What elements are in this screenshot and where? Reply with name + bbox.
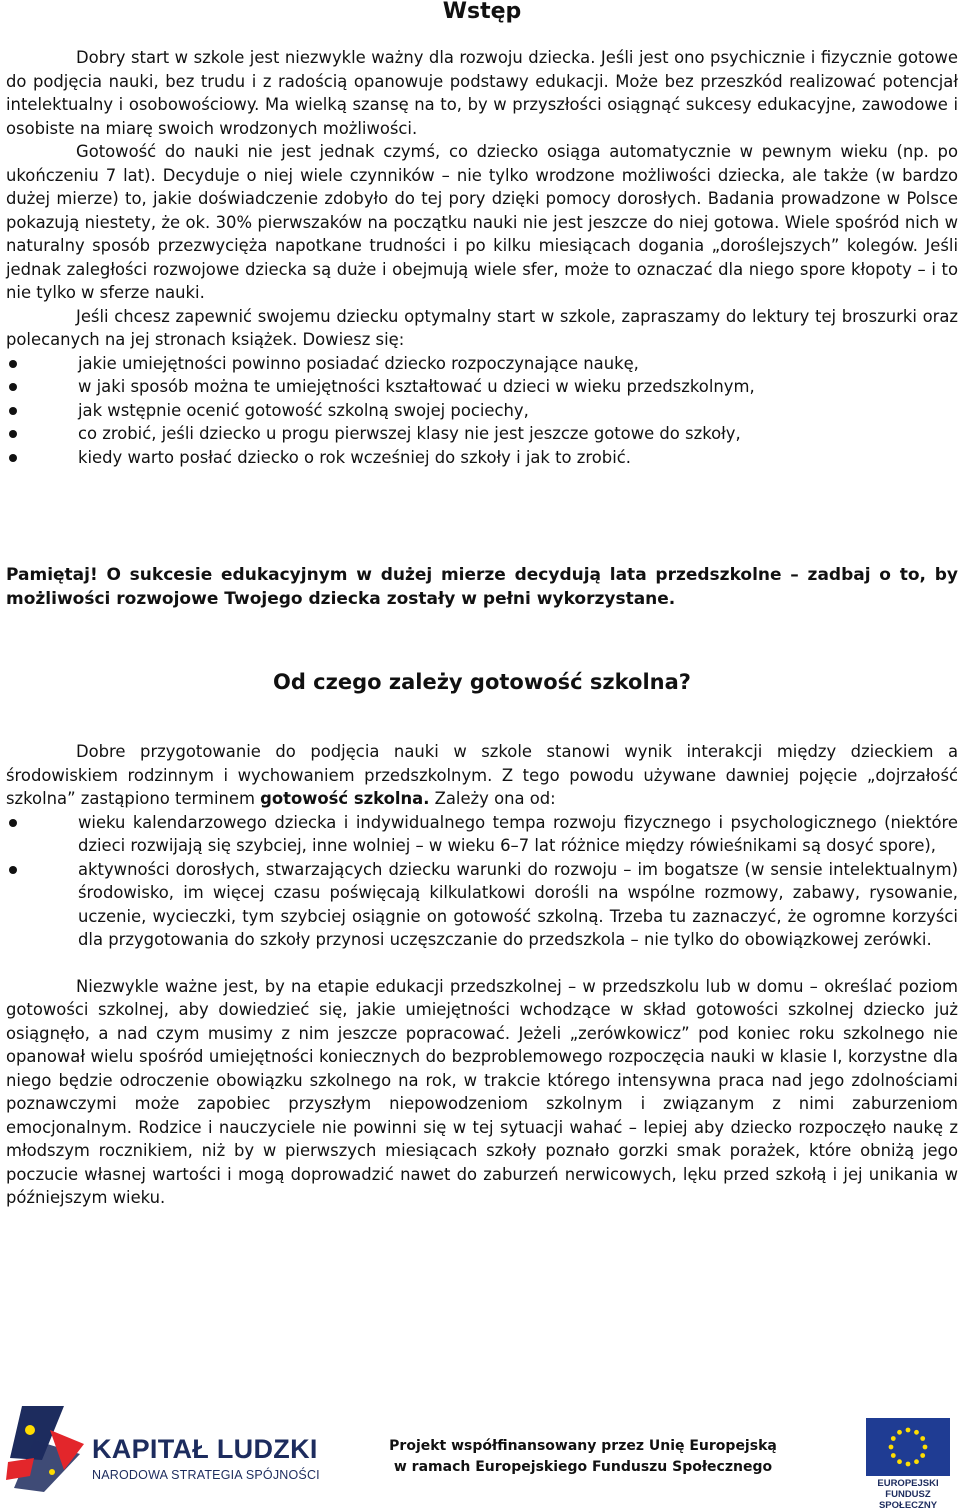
intro-paragraph-1: Dobry start w szkole jest niezwykle ważny dla rozwoju dziecka. Jeśli jest ono psychicznie i fizycznie gotowe do podjęcia nauki, bez trudu i z radością opanowuje podstawy edukacji. Może bez przeszkód realizować potencjał intelektualny i osobowościowy. Ma wielką szansę na to, by w przyszłości osiągnąć sukcesy edukacyjne, zawodowe i osobiste na miarę swoich wrodzonych możliwości.	[6, 48, 958, 138]
kapital-ludzki-logo-icon	[4, 1400, 88, 1496]
list-item: wieku kalendarzowego dziecka i indywidualnego tempa rozwoju fizycznego i psychologicznego (niektóre dzieci rozwijają się szybciej, inne wolniej – w wieku 6–7 lat różnice między rówieśnikami są dosyć spore),	[6, 811, 958, 858]
readiness-bullet-list	[6, 811, 958, 952]
intro-paragraph-2: Gotowość do nauki nie jest jednak czymś, co dziecko osiąga automatycznie w pewnym wieku (np. po ukończeniu 7 lat). Decyduje o niej wiele czynników – nie tylko wrodzone możliwości dziecka, ale także (w bardzo dużej mierze) to, jakie doświadczenie zdobyło do tej pory dzięki pomocy dorosłych. Badania prowadzone w Polsce pokazują niestety, że ok. 30% pierwszaków na początku nauki nie jest jeszcze do niej gotowa. Wiele spośród nich w naturalny sposób przezwycięża napotkane trudności i po kilku miesiącach dogania „doroślejszych” kolegów. Jeśli jednak zaległości rozwojowe dziecka są duże i obejmują wiele sfer, może to oznaczać dla niego spore kłopoty – i to nie tylko w sferze nauki.	[6, 142, 958, 302]
cofinancing-note	[388, 1436, 778, 1478]
term-gotowosc-szkolna: gotowość szkolna.	[260, 789, 430, 808]
kapital-ludzki-subtitle: NARODOWA STRATEGIA SPÓJNOŚCI	[92, 1468, 320, 1482]
intro-section	[6, 46, 958, 469]
readiness-section	[6, 740, 958, 1210]
readiness-paragraph-2: Niezwykle ważne jest, by na etapie edukacji przedszkolnej – w przedszkolu lub w domu – określać poziom gotowości szkolnej, aby dowiedzieć się, jakie umiejętności wchodzące w skład gotowości szkolnej dziecko już osiągnęło, a nad czym musimy z nim jeszcze popracować. Jeżeli „zerówkowicz” pod koniec roku szkolnego nie opanował wielu spośród umiejętności koniecznych do bezproblemowego rozpoczęcia nauki w klasie I, korzystne dla niego będzie odroczenie obowiązku szkolnego na rok, w trakcie którego intensywna praca nad jego zdolnościami poznawczymi może zapobiec przyszłym niepowodzeniom szkolnym i związanym z nimi zaburzeniom emocjonalnym. Rodzice i nauczyciele nie powinni się w tej sytuacji wahać – lepiej aby dziecko rozpoczęło naukę z młodszym rocznikiem, niż by w pierwszych miesiącach szkoły poznało gorzki smak porażek, które obniżą jego poczucie własnej wartości i mogą doprowadzić nawet do zaburzeń nerwicowych, lęku przed szkołą i jej unikania w późniejszym wieku.	[6, 976, 958, 1207]
cofinancing-line-2: w ramach Europejskiego Funduszu Społecznego	[393, 1459, 773, 1475]
heading-readiness: Od czego zależy gotowość szkolna?	[272, 670, 691, 694]
readiness-paragraph-1: Dobre przygotowanie do podjęcia nauki w szkole stanowi wynik interakcji między dzieckiem a środowiskiem rodzinnym i wychowaniem przedszkolnym. Z tego powodu używane dawniej pojęcie „dojrzałość szkolna” zastąpiono terminem gotowość szkolna. Zależy ona od:	[6, 742, 958, 808]
kapital-ludzki-title: KAPITAŁ LUDZKI	[92, 1434, 318, 1464]
intro-bullet-list	[6, 352, 958, 470]
list-item: w jaki sposób można te umiejętności kształtować u dzieci w wieku przedszkolnym,	[6, 375, 958, 399]
eu-flag-icon	[866, 1418, 950, 1476]
list-item: aktywności dorosłych, stwarzających dziecku warunki do rozwoju – im bogatsze (w sensie intelektualnym) środowisko, im więcej czasu poświęcają kilkulatkowi dorośli na wspólne rozmowy, zabawy, rysowanie, uczenie, wycieczki, tym szybciej osiągnie on gotowość szkolną. Trzeba tu zaznaczyć, że ogromne korzyści dla przygotowania do szkoły przynosi uczęszczanie do przedszkola – nie tylko do obowiązkowej zerówki.	[6, 858, 958, 952]
eu-fund-label: EUROPEJSKI FUNDUSZ SPOŁECZNY	[877, 1478, 939, 1511]
list-item: jak wstępnie ocenić gotowość szkolną swojej pociechy,	[6, 399, 958, 423]
cofinancing-line-1: Projekt współfinansowany przez Unię Europejską	[389, 1438, 777, 1454]
list-item: kiedy warto posłać dziecko o rok wcześniej do szkoły i jak to zrobić.	[6, 446, 958, 470]
list-item: jakie umiejętności powinno posiadać dziecko rozpoczynające naukę,	[6, 352, 958, 376]
footer	[0, 1390, 960, 1511]
remember-notice: Pamiętaj! O sukcesie edukacyjnym w dużej mierze decydują lata przedszkolne – zadbaj o to, by możliwości rozwojowe Twojego dziecka zostały w pełni wykorzystane.	[6, 565, 958, 609]
list-item: co zrobić, jeśli dziecko u progu pierwszej klasy nie jest jeszcze gotowe do szkoły,	[6, 422, 958, 446]
heading-wstep: Wstęp	[442, 0, 522, 24]
intro-paragraph-3: Jeśli chcesz zapewnić swojemu dziecku optymalny start w szkole, zapraszamy do lektury tej broszurki oraz polecanych na jej stronach książek. Dowiesz się:	[6, 306, 958, 349]
